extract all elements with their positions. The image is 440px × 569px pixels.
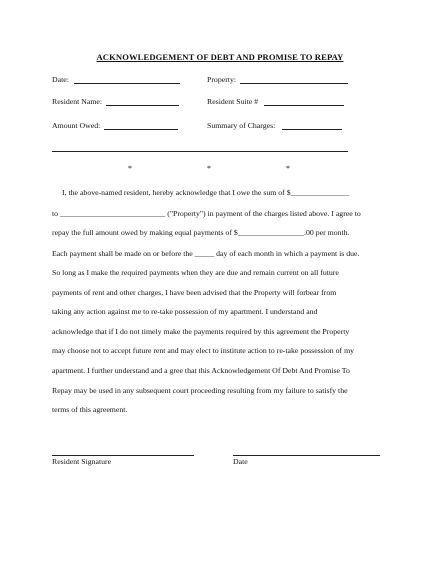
date-label: Date:	[52, 75, 69, 84]
body-line: acknowledge that if I do not timely make the payments required by this agreement the Property	[52, 327, 350, 336]
resident-suite-label: Resident Suite #	[207, 97, 259, 106]
summary-of-charges-field-line[interactable]	[282, 129, 342, 130]
body-line: taking any action against me to re-take possession of my apartment. I understand and	[52, 307, 318, 316]
body-line: repay the full amount owed by making equal payments of $_________________.00 per month.	[52, 228, 350, 237]
body-line: apartment. I further understand and a gree that this Acknowledgement Of Debt And Promise To	[52, 366, 350, 375]
amount-owed-label: Amount Owed:	[52, 121, 101, 130]
amount-owed-field-line[interactable]	[104, 129, 178, 130]
body-line: terms of this agreement.	[52, 405, 128, 414]
separator-star: *	[286, 164, 290, 173]
property-field-line[interactable]	[240, 83, 348, 84]
summary-continuation-line[interactable]	[52, 151, 348, 152]
summary-of-charges-label: Summary of Charges:	[207, 121, 276, 130]
body-line: may choose not to accept future rent and may elect to institute action to re-take possession of my	[52, 346, 355, 355]
resident-name-field-line[interactable]	[106, 105, 179, 106]
separator-star: *	[128, 164, 132, 173]
body-line: payments of rent and other charges, I have been advised that the Property will forbear from	[52, 288, 337, 297]
resident-suite-field-line[interactable]	[264, 105, 344, 106]
date-field-line[interactable]	[74, 83, 180, 84]
body-line: Repay may be used in any subsequent court proceeding resulting from my failure to satisfy the	[52, 386, 348, 395]
resident-signature-line[interactable]	[52, 455, 194, 456]
signature-date-line[interactable]	[233, 455, 380, 456]
resident-signature-label: Resident Signature	[52, 457, 112, 466]
body-line: I, the above-named resident, hereby acknowledge that I owe the sum of $_______________	[62, 188, 350, 197]
body-line: Each payment shall be made on or before the _____ day of each month in which a payment is due.	[52, 249, 360, 258]
resident-name-label: Resident Name:	[52, 97, 103, 106]
body-line: So long as I make the required payments when they are due and remain current on all future	[52, 268, 339, 277]
document-title: ACKNOWLEDGEMENT OF DEBT AND PROMISE TO REPAY	[96, 52, 344, 62]
signature-date-label: Date	[233, 457, 248, 466]
separator-star: *	[207, 164, 211, 173]
body-line: to ___________________________ ("Property") in payment of the charges listed above. I agree to	[52, 209, 361, 218]
property-label: Property:	[207, 75, 237, 84]
